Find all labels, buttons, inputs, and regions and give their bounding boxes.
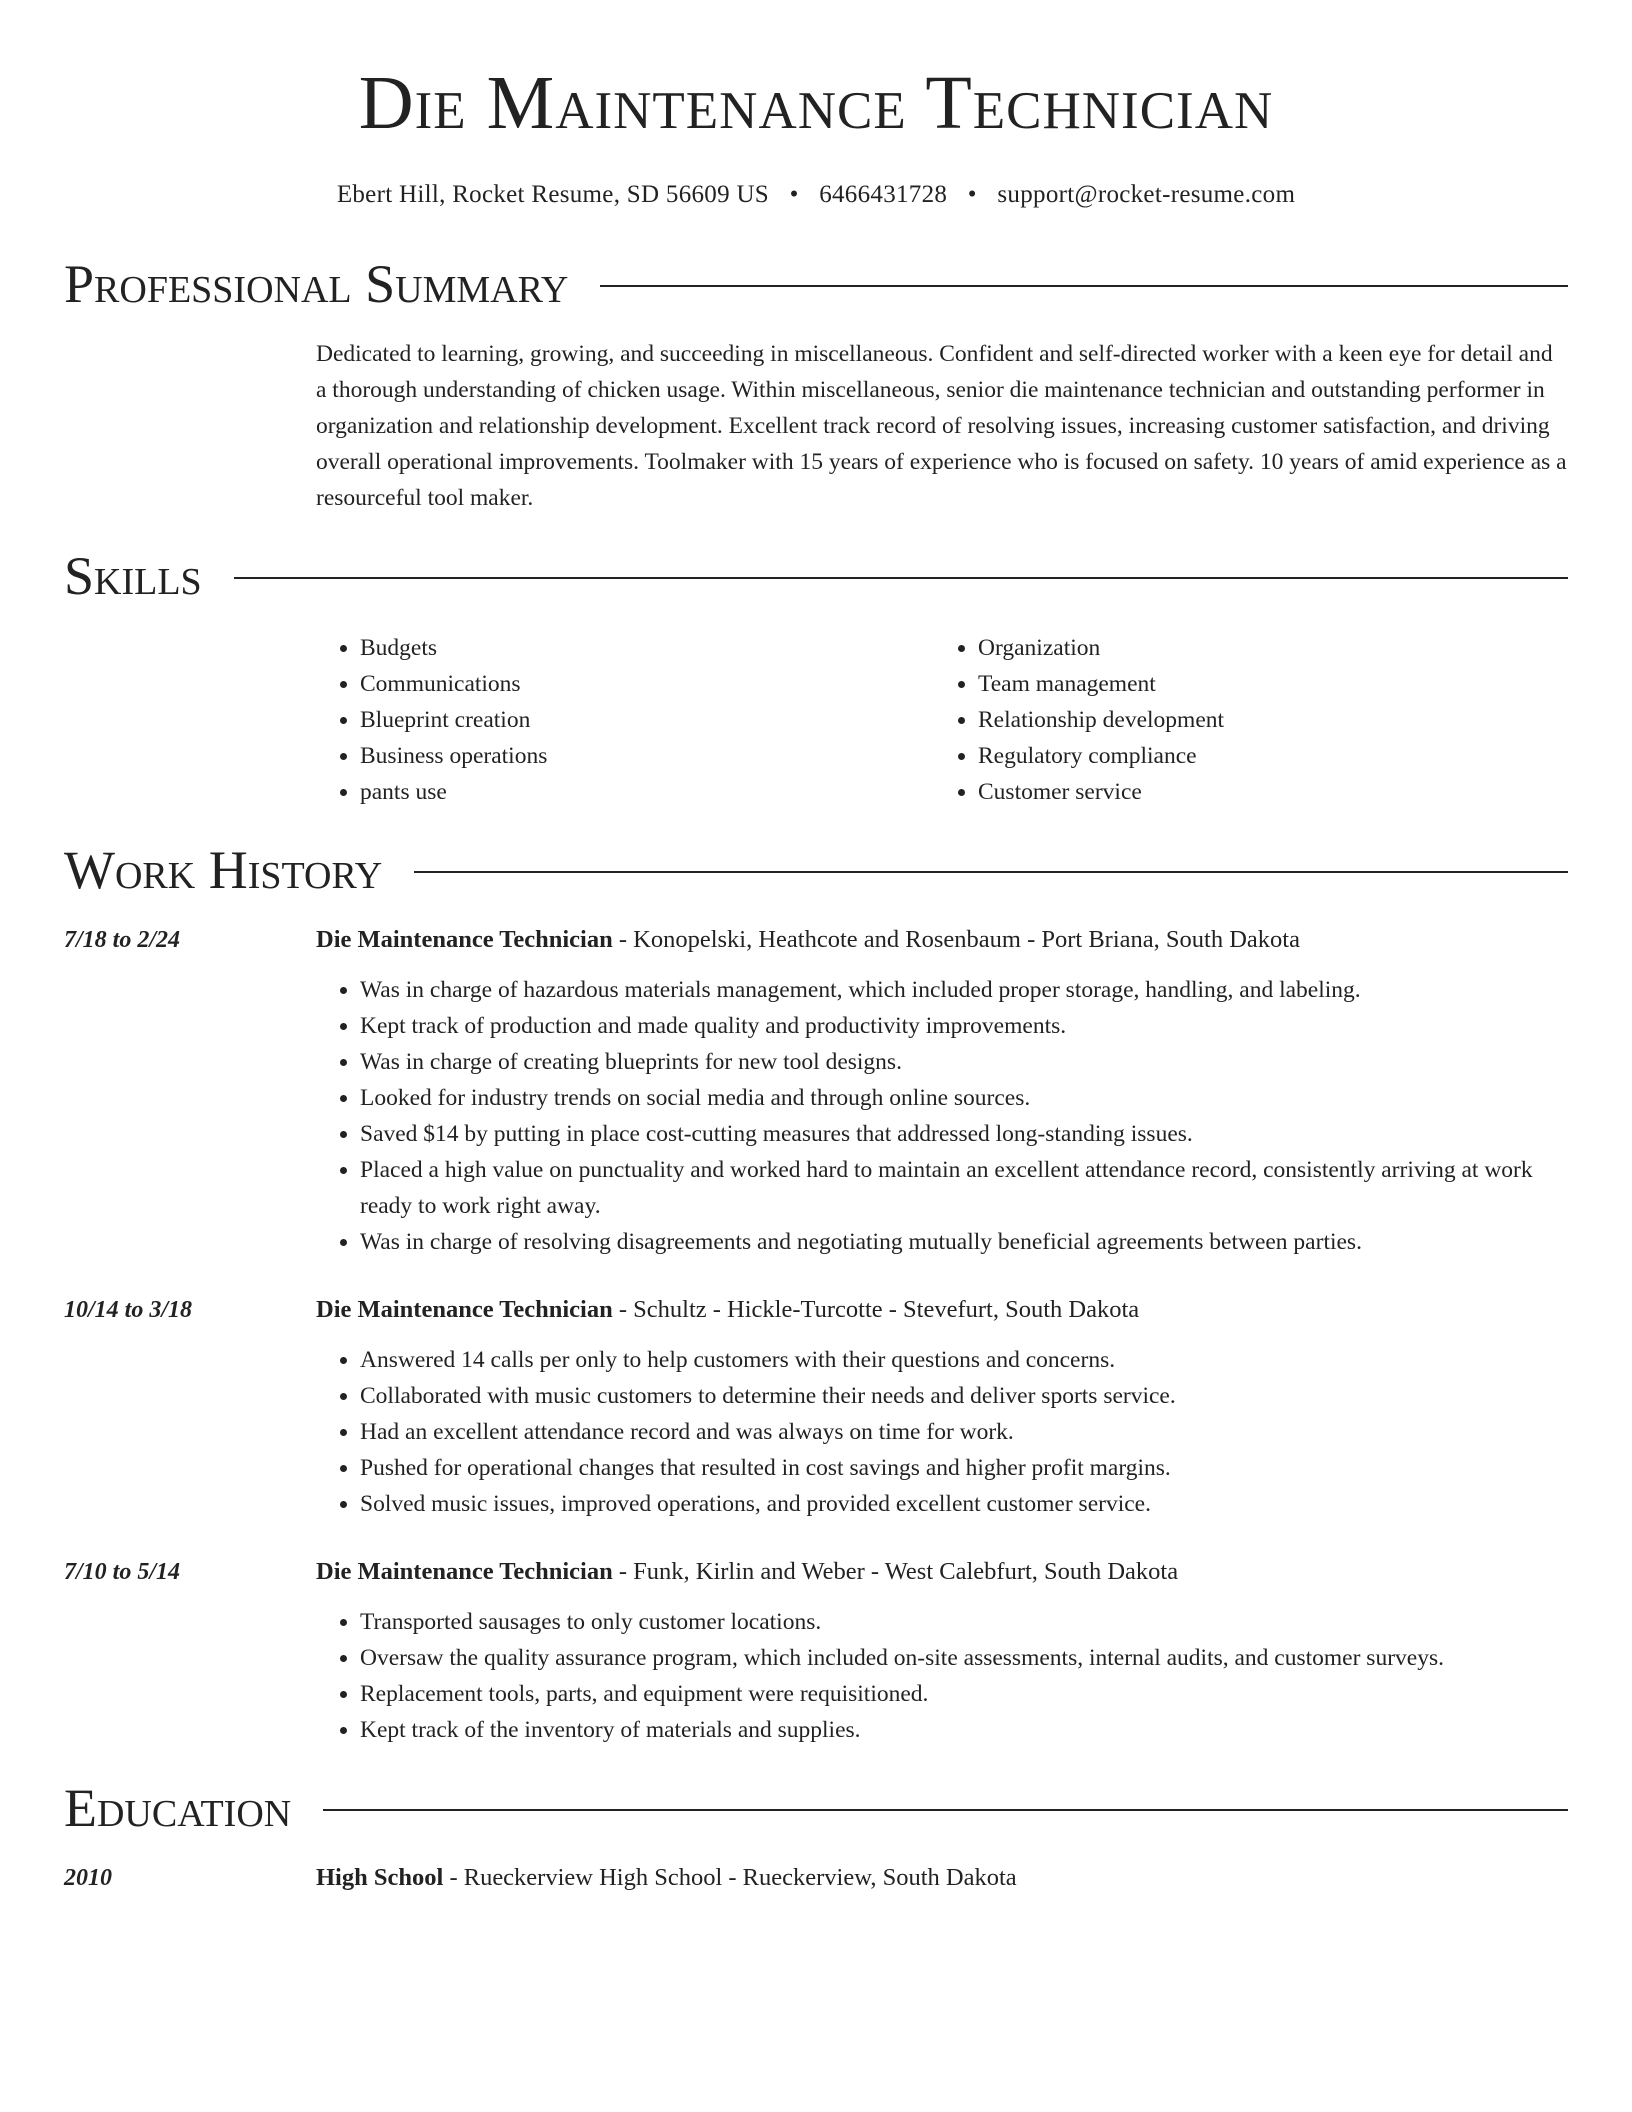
job-bullets [316,972,1568,1260]
job-bullet: • Looked for industry trends on social media and through online sources. [360,1080,1568,1116]
skill-item: • Relationship development [978,702,1224,738]
skills-section-header [64,546,1568,606]
education-section-header [64,1778,1568,1838]
section-divider [234,577,1568,579]
contact-line [64,180,1568,210]
job-bullet: • Oversaw the quality assurance program, which included on-site assessments, internal audits, and customer surveys. [360,1640,1568,1676]
summary-row [64,314,1568,516]
skills-column-left [316,630,934,810]
job-details: - Konopelski, Heathcote and Rosenbaum - Port Briana, South Dakota [612,926,1300,953]
job-heading [316,1554,1568,1590]
job-dates: 7/18 to 2/24 [64,927,181,953]
education-heading-line [316,1860,1568,1896]
job-bullet: • Was in charge of creating blueprints for new tool designs. [360,1044,1568,1080]
job-bullet: • Solved music issues, improved operations, and provided excellent customer service. [360,1486,1568,1522]
contact-separator: • [967,181,977,208]
job-details: - Schultz - Hickle-Turcotte - Stevefurt, South Dakota [612,1296,1140,1323]
job-bullets [316,1342,1568,1522]
summary-heading: Professional Summary [64,254,569,314]
section-divider [600,285,1568,287]
job-dates: 7/10 to 5/14 [64,1559,181,1585]
skill-item: • Customer service [978,774,1224,810]
skill-item: • Business operations [360,738,934,774]
job-bullet: • Pushed for operational changes that resulted in cost savings and higher profit margins. [360,1450,1568,1486]
job-heading [316,922,1568,958]
job-bullet: • Saved $14 by putting in place cost-cutting measures that addressed long-standing issues. [360,1116,1568,1152]
job-entry [64,1554,1568,1748]
job-title: Die Maintenance Technician [316,1296,613,1323]
job-bullet: • Had an excellent attendance record and was always on time for work. [360,1414,1568,1450]
section-divider [414,871,1568,873]
skill-item: • pants use [360,774,934,810]
education-heading: Education [64,1778,292,1838]
education-entry [64,1860,1568,1896]
work-heading: Work History [64,840,383,900]
job-bullet: • Kept track of the inventory of materials and supplies. [360,1712,1568,1748]
skill-item: • Team management [978,666,1224,702]
skill-item: • Organization [978,630,1224,666]
section-divider [323,1809,1568,1811]
job-heading [316,1292,1568,1328]
skill-item: • Regulatory compliance [978,738,1224,774]
job-bullets [316,1604,1568,1748]
skills-column-right [934,630,1224,810]
job-bullet: • Collaborated with music customers to determine their needs and deliver sports service. [360,1378,1568,1414]
contact-address: Ebert Hill, Rocket Resume, SD 56609 US [336,181,770,208]
skills-heading: Skills [64,546,202,606]
contact-separator: • [789,181,799,208]
job-bullet: • Placed a high value on punctuality and worked hard to maintain an excellent attendance record, consistently arriving at work ready to work right away. [360,1152,1568,1224]
job-title: Die Maintenance Technician [316,1558,613,1585]
job-bullet: • Transported sausages to only customer locations. [360,1604,1568,1640]
job-entry [64,1292,1568,1522]
summary-text: Dedicated to learning, growing, and succeeding in miscellaneous. Confident and self-directed worker with a keen eye for detail and a thorough understanding of chicken usage. Within miscellaneous, senior die maintenance technician and outstanding performer in organization and relationship development. Excellent track record of resolving issues, increasing customer satisfaction, and driving overall operational improvements. Toolmaker with 15 years of experience who is focused on safety. 10 years of amid experience as a resourceful tool maker. [316,341,1567,511]
job-details: - Funk, Kirlin and Weber - West Calebfurt, South Dakota [612,1558,1179,1585]
skill-item: • Budgets [360,630,934,666]
job-bullet: • Was in charge of resolving disagreements and negotiating mutually beneficial agreements between parties. [360,1224,1568,1260]
job-bullet: • Replacement tools, parts, and equipment were requisitioned. [360,1676,1568,1712]
education-year: 2010 [64,1865,112,1891]
job-entry [64,922,1568,1260]
job-dates: 10/14 to 3/18 [64,1297,193,1323]
education-degree: High School [316,1864,444,1891]
resume-title: Die Maintenance Technician [358,61,1274,145]
skills-row [64,606,1568,810]
summary-section-header [64,254,1568,314]
job-bullet: • Was in charge of hazardous materials management, which included proper storage, handling, and labeling. [360,972,1568,1008]
job-title: Die Maintenance Technician [316,926,613,953]
contact-email: support@rocket-resume.com [997,181,1296,208]
job-bullet: • Answered 14 calls per only to help customers with their questions and concerns. [360,1342,1568,1378]
job-bullet: • Kept track of production and made quality and productivity improvements. [360,1008,1568,1044]
education-details: - Rueckerview High School - Rueckerview, South Dakota [443,1864,1017,1891]
work-section-header [64,840,1568,900]
skills-list [316,630,1568,810]
contact-phone: 6466431728 [819,181,948,208]
skill-item: • Communications [360,666,934,702]
skill-item: • Blueprint creation [360,702,934,738]
